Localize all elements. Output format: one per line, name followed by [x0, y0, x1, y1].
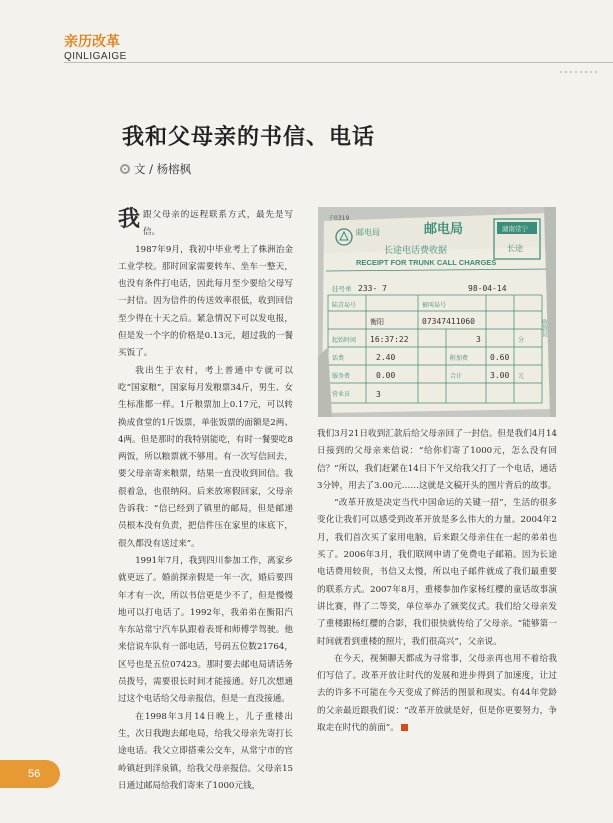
- receipt-title-en: RECEIPT FOR TRUNK CALL CHARGES: [356, 258, 497, 267]
- svg-text:被叫局号: 被叫局号: [422, 302, 447, 309]
- svg-text:3.00: 3.00: [490, 371, 510, 380]
- left-column: [118, 207, 293, 795]
- svg-text:2.40: 2.40: [376, 353, 396, 362]
- svg-text:服务费: 服务费: [332, 373, 351, 380]
- svg-text:元: 元: [518, 373, 525, 380]
- header-rule: [64, 62, 613, 63]
- section-title: 亲历改革: [64, 34, 120, 50]
- svg-text:附加费: 附加费: [450, 355, 469, 362]
- author-text: 文 / 杨榕枫: [134, 162, 192, 176]
- article-title: 我和父母亲的书信、电话: [122, 125, 376, 150]
- receipt-photo: [318, 207, 556, 417]
- header-dots: [560, 58, 600, 77]
- svg-text:合计: 合计: [450, 373, 463, 380]
- svg-text:衡阳: 衡阳: [370, 318, 384, 326]
- receipt-title: 长途电话费收据: [384, 246, 448, 256]
- paragraph-3: 我出生于农村，考上普通中专就可以吃“国家粮”，国家每月发粮票34斤，男生、女生标准都一样。1斤粮票加上0.17元，可以转换成食堂的1斤饭票，单张饭票的面额是2两、4两。但是那时的我特别能吃，有时一餐要吃8两饭，所以粮票就不够用。有一次写信回去，要父母亲寄来粮票，结果一直没收到回信。我很着急，也很纳闷。后来放寒假回家，父母亲告诉我：“信已经到了镇里的邮局，但是邮递员根本没有负责，把信件压在家里的床底下，很久都没有送过来”。: [118, 365, 293, 549]
- right-column: [317, 426, 557, 737]
- svg-text:0.60: 0.60: [490, 353, 510, 362]
- svg-text:233- 7: 233- 7: [358, 284, 387, 293]
- paragraph-4: 1991年7月，我到四川参加工作，离家乡就更远了。婚前探亲假是一年一次，婚后要四年才有一次，所以书信更是少不了，但是慢慢地可以打电话了。1992年，我弟弟在衡阳汽车东站常宁汽车队跟着表哥和师傅学驾驶。他来信说车队有一部电话，号码五位数21764，区号也是五位07423。那时要去邮电局请话务员拨号，需要很长时间才能接通。好几次想通过这个电话给父母亲报信，但是一直没接通。: [118, 555, 293, 705]
- svg-text:收款员: 收款员: [540, 319, 548, 337]
- svg-text:话费: 话费: [332, 355, 345, 362]
- bullet-circle-icon: [120, 164, 130, 174]
- receipt-code: 子0319: [328, 215, 350, 222]
- paragraph-8: 在今天，视频聊天都成为寻常事，父母亲再也用不着给我们写信了。改革开放让时代的发展和进步得到了加速度，让过去的许多不可能在今天变成了鲜活的图景和现实。有44年党龄的父亲最近跟我们说：“改革开放就是好，但是你更要努力，争取走在时代的前面”。: [317, 653, 557, 734]
- paragraph-2: 1987年9月，我初中毕业考上了株洲治金工业学校。那时回家需要转车、坐车一整天，也没有条件打电话，因此每月至少要给父母写一封信。因为信件的传送效率很低，收到回信至少得在十天之后。紧急情况下可以发电报，但是发一个字的价格是0.13元，超过我的一餐买饭了。: [118, 244, 293, 359]
- section-pinyin: QINLIGAIGE: [64, 51, 127, 62]
- svg-text:湖南常宁: 湖南常宁: [502, 225, 528, 233]
- paragraph-7: “改革开放是决定当代中国命运的关键一招”，生活的很多变化让我们可以感受到改革开放是多么伟大的力量。2004年2月，我们首次买了家用电脑，后来跟父母亲住在一起的弟弟也买了。2006年3月，我们联网申请了免费电子邮箱。因为长途电话费用较贵，书信又太慢，所以电子邮件就成了我们最重要的联系方式。2007年8月，重楼参加作家杨红樱的童话故事演讲比赛，得了二等奖，单位举办了颁奖仪式。我们给父母亲发了重楼跟杨红樱的合影，我们很快就传给了父母亲。“能够第一时间就看到重楼的照片，我们很高兴”，父亲说。: [317, 498, 557, 647]
- svg-text:分: 分: [518, 337, 525, 344]
- paragraph-1: 我 跟父母亲的远程联系方式，最先是写信。: [118, 206, 293, 238]
- svg-text:陆青局号: 陆青局号: [332, 302, 357, 309]
- receipt-org: 邮电局: [424, 222, 464, 237]
- svg-text:营业员: 营业员: [332, 391, 351, 398]
- svg-text:16:37:22: 16:37:22: [370, 335, 409, 344]
- svg-text:长途: 长途: [507, 244, 523, 253]
- receipt-illustration: [318, 207, 556, 417]
- page-number: 56: [28, 768, 41, 780]
- svg-text:挂号单: 挂号单: [332, 285, 352, 293]
- svg-text:邮电局: 邮电局: [356, 228, 380, 237]
- section-header: [64, 34, 127, 63]
- svg-text:起始时间: 起始时间: [332, 337, 357, 344]
- svg-text:98-04-14: 98-04-14: [468, 284, 507, 293]
- svg-text:3: 3: [376, 390, 381, 399]
- paragraph-6: 我们3月21日收到汇款后给父母亲回了一封信。但是我们4月14日接到的父母亲来信说：“给你们寄了1000元，怎么没有回信？”所以，我们赶紧在14日下午又给我父打了一个电话，通话3分钟，用去了3.00元……这就是文稿开头的图片背后的故事。: [317, 429, 557, 491]
- svg-text:3: 3: [476, 335, 481, 344]
- svg-text:0.00: 0.00: [376, 371, 396, 380]
- drop-cap: 我: [118, 206, 141, 232]
- svg-text:07347411060: 07347411060: [422, 317, 475, 326]
- article-byline: [120, 161, 191, 177]
- end-mark-icon: [401, 724, 408, 731]
- paragraph-5: 在1998年3月14日晚上，儿子重楼出生，次日我跑去邮电局，给我父母亲先寄打长途电话。我父立即搭乘公交车，从常宁市的官岭镇赶到洋泉镇，给我父母亲报信。父母亲15日通过邮局给我们寄来了1000元钱，: [118, 711, 293, 791]
